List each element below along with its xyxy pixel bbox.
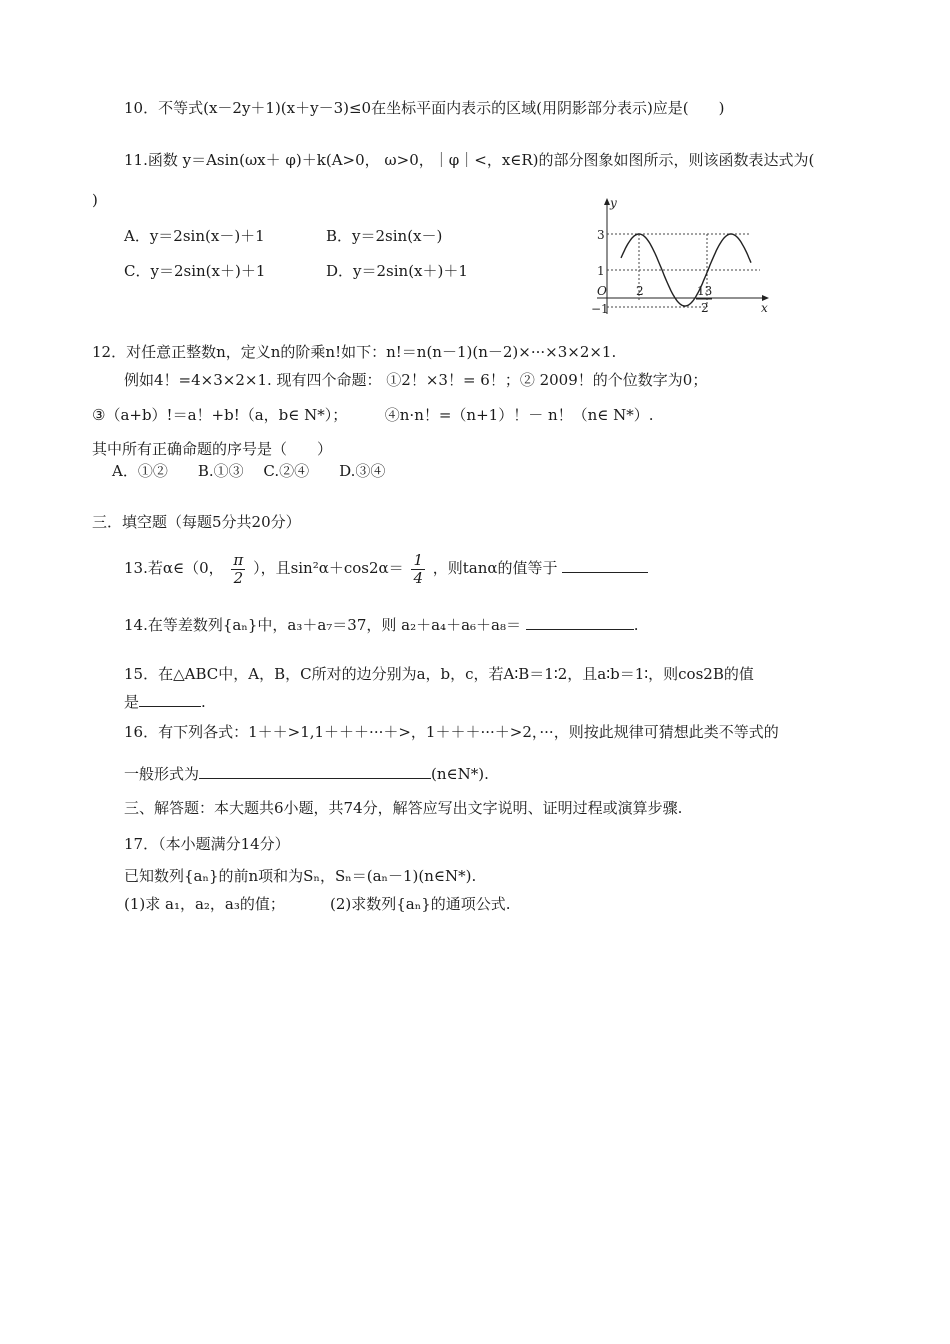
question-13 bbox=[124, 551, 648, 587]
axis-label-y: y bbox=[610, 196, 617, 210]
q11-option-c: C．y＝2sin(x＋)＋1 bbox=[124, 262, 266, 280]
question-11-continuation: ) bbox=[92, 191, 98, 209]
q11-option-b: B．y＝2sin(x－) bbox=[326, 227, 443, 245]
q13-post: ，则tanα的值等于 bbox=[432, 559, 558, 577]
q14-post: . bbox=[633, 616, 639, 634]
q16-post: (n∈N*). bbox=[431, 765, 489, 783]
frac-num-pi: π bbox=[233, 550, 244, 569]
q16-pre: 一般形式为 bbox=[124, 765, 200, 783]
question-11: 11.函数 y＝Asin(ωx＋ φ)＋k(A>0， ω>0，｜φ｜<，x∈R)的部分图象如图所示，则该函数表达式为( bbox=[124, 151, 815, 169]
section-answer-title: 三、解答题：本大题共6小题，共74分，解答应写出文字说明、证明过程或演算步骤. bbox=[124, 799, 683, 817]
pi-over-2 bbox=[231, 552, 245, 587]
x-tick-2-den: 2 bbox=[701, 301, 709, 315]
origin-label: O bbox=[597, 284, 607, 298]
answer-blank-14[interactable] bbox=[526, 613, 634, 630]
frac-num-1: 1 bbox=[413, 550, 423, 569]
question-16-line2 bbox=[124, 762, 489, 784]
question-12-line4: 其中所有正确命题的序号是（ ） bbox=[92, 440, 333, 458]
q14-seq: {aₙ} bbox=[222, 616, 258, 634]
section-fill-in-title: 三．填空题（每题5分共20分） bbox=[92, 513, 301, 531]
sine-function-graph bbox=[585, 196, 775, 326]
question-17-part1: (1)求 a₁，a₂，a₃的值； bbox=[124, 895, 285, 913]
question-17-title: 17．（本小题满分14分） bbox=[124, 835, 290, 853]
q15-post: . bbox=[201, 693, 206, 711]
question-12-line2: 例如4！=4×3×2×1. 现有四个命题： ①2！×3！= 6！；② 2009！的个位数字为0； bbox=[124, 371, 708, 389]
question-15-line1: 15．在△ABC中，A，B，C所对的边分别为a，b，c，若A∶B＝1∶2，且a∶b＝1∶，则cos2B的值 bbox=[124, 665, 754, 683]
frac-den-4: 4 bbox=[413, 568, 423, 587]
question-12-line3: ③（a+b）!＝a！+b!（a，b∈ N*）； ④n·n！=（n+1）！－ n！（n∈ N*）. bbox=[92, 406, 654, 424]
answer-blank-13[interactable] bbox=[562, 556, 648, 573]
question-10: 10．不等式(x－2y＋1)(x＋y－3)≤0在坐标平面内表示的区域(用阴影部分表示)应是( ) bbox=[124, 99, 725, 117]
question-12-line1: 12．对任意正整数n，定义n的阶乘n!如下：n!＝n(n－1)(n－2)×···×3×2×1. bbox=[92, 343, 617, 361]
question-16-line1: 16．有下列各式：1＋＋>1,1＋＋＋···＋>，1＋＋＋···＋>2，···，则按此规律可猜想此类不等式的 bbox=[124, 723, 779, 741]
y-tick-minus1: −1 bbox=[591, 302, 609, 316]
q14-pre: 14.在等差数列 bbox=[124, 616, 223, 634]
one-quarter bbox=[411, 552, 425, 587]
x-tick-13: 13 bbox=[697, 284, 713, 298]
y-tick-1: 1 bbox=[597, 264, 605, 278]
y-tick-3: 3 bbox=[597, 228, 605, 242]
q15-pre: 是 bbox=[124, 693, 140, 711]
q11-option-d: D．y＝2sin(x＋)＋1 bbox=[326, 262, 468, 280]
question-17-part2: (2)求数列{aₙ}的通项公式. bbox=[330, 895, 511, 913]
question-17-line1: 已知数列{aₙ}的前n项和为Sₙ，Sₙ＝(aₙ－1)(n∈N*). bbox=[124, 867, 477, 885]
q14-mid: 中，a₃＋a₇＝37，则 a₂＋a₄＋a₆＋a₈＝ bbox=[257, 616, 521, 634]
answer-blank-16[interactable] bbox=[199, 762, 431, 779]
question-12-options: A．①② B.①③ C.②④ D.③④ bbox=[112, 462, 386, 480]
axis-label-x: x bbox=[761, 301, 768, 315]
frac-den-2: 2 bbox=[233, 568, 244, 587]
q13-pre: 13.若α∈（0， bbox=[124, 559, 224, 577]
question-15-line2 bbox=[124, 690, 206, 712]
x-tick-2: 2 bbox=[636, 284, 644, 298]
question-14 bbox=[124, 613, 639, 635]
answer-blank-15[interactable] bbox=[139, 690, 201, 707]
q13-mid: ），且sin²α＋cos2α＝ bbox=[253, 559, 404, 577]
q11-option-a: A．y＝2sin(x－)＋1 bbox=[124, 227, 265, 245]
